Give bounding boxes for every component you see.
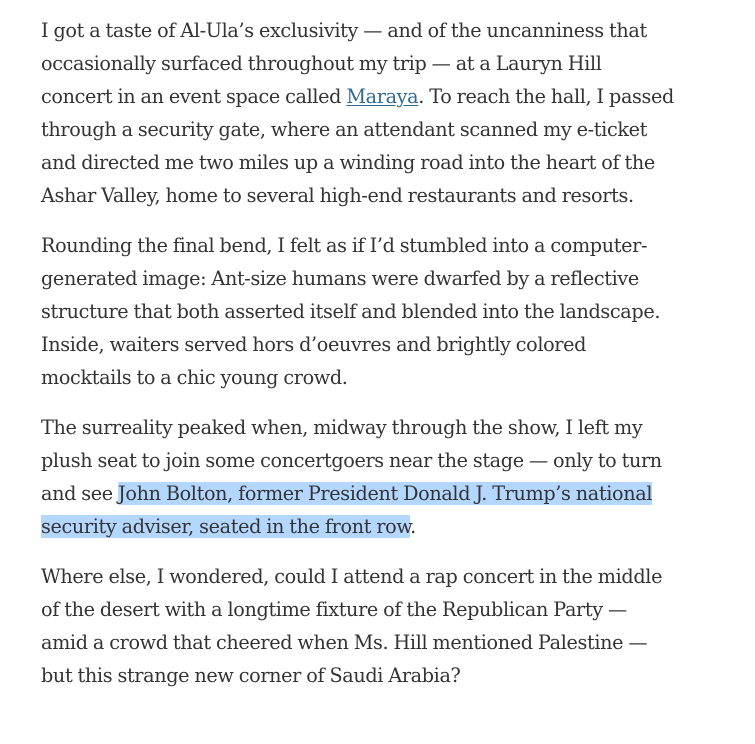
paragraph-1-line-6: Ashar Valley, home to several high-end restaurants and resorts. xyxy=(41,184,634,207)
paragraph-2-line-5: mocktails to a chic young crowd. xyxy=(41,366,348,389)
paragraph-1 xyxy=(41,14,711,212)
maraya-link[interactable]: Maraya xyxy=(346,85,419,108)
paragraph-2-line-2: generated image: Ant-size humans were dwarfed by a reflective xyxy=(41,267,639,290)
paragraph-1-line-4: through a security gate, where an attendant scanned my e-ticket xyxy=(41,118,647,141)
paragraph-3-line-3-text: and see xyxy=(41,482,119,505)
paragraph-4-line-2: of the desert with a longtime fixture of the Republican Party — xyxy=(41,598,627,621)
paragraph-3-line-2: plush seat to join some concertgoers near the stage — only to turn xyxy=(41,449,662,472)
selected-text-highlight[interactable]: John Bolton, former President Donald J. Trump’s national xyxy=(118,482,653,505)
paragraph-3-line-4-tail: . xyxy=(410,515,416,538)
paragraph-3-line-4 xyxy=(41,510,711,543)
paragraph-1-line-1: I got a taste of Al-Ula’s exclusivity — and of the uncanniness that xyxy=(41,19,647,42)
paragraph-4-line-1: Where else, I wondered, could I attend a rap concert in the middle xyxy=(41,565,663,588)
article-body xyxy=(41,14,711,692)
paragraph-3-line-3 xyxy=(41,477,711,510)
paragraph-1-line-3-tail: . To reach the hall, I passed xyxy=(418,85,674,108)
paragraph-3-line-1: The surreality peaked when, midway through the show, I left my xyxy=(41,416,643,439)
paragraph-4 xyxy=(41,560,711,692)
paragraph-1-line-5: and directed me two miles up a winding road into the heart of the xyxy=(41,151,655,174)
paragraph-1-line-2: occasionally surfaced throughout my trip — at a Lauryn Hill xyxy=(41,52,602,75)
paragraph-2-line-4: Inside, waiters served hors d’oeuvres and brightly colored xyxy=(41,333,587,356)
paragraph-2 xyxy=(41,229,711,394)
selected-text-highlight-continued[interactable]: security adviser, seated in the front row xyxy=(41,515,411,538)
paragraph-3 xyxy=(41,411,711,543)
paragraph-1-line-3 xyxy=(41,80,711,113)
paragraph-2-line-3: structure that both asserted itself and blended into the landscape. xyxy=(41,300,661,323)
paragraph-4-line-3: amid a crowd that cheered when Ms. Hill mentioned Palestine — xyxy=(41,631,648,654)
paragraph-1-line-3-text: concert in an event space called xyxy=(41,85,347,108)
paragraph-4-line-4: but this strange new corner of Saudi Arabia? xyxy=(41,664,461,687)
paragraph-2-line-1: Rounding the final bend, I felt as if I’d stumbled into a computer- xyxy=(41,234,648,257)
